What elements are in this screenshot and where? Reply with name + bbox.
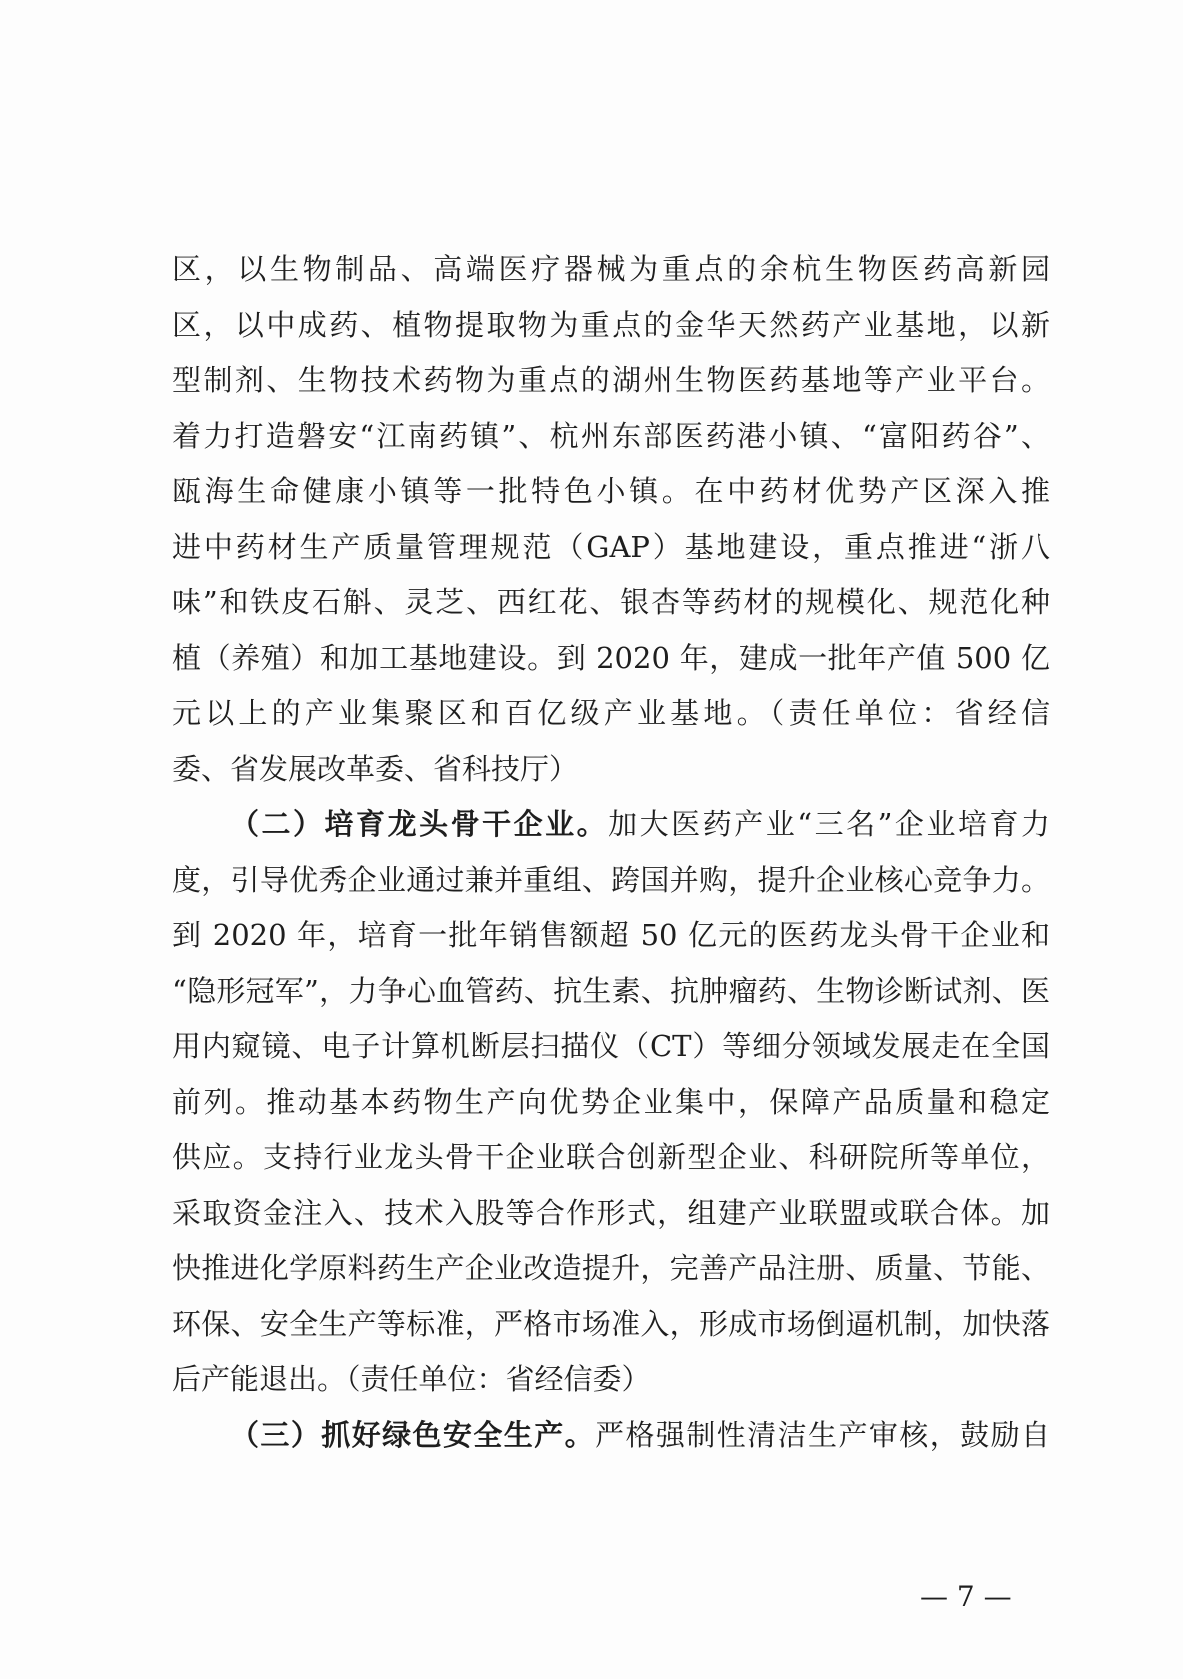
paragraph-3 [172, 1408, 1050, 1464]
text-line: 进中药材生产质量管理规范（GAP）基地建设，重点推进“浙八 [172, 529, 1050, 564]
text-line: 采取资金注入、技术入股等合作形式，组建产业联盟或联合体。加 [172, 1195, 1050, 1230]
text-segment: 严格强制性清洁生产审核，鼓励自 [595, 1417, 1050, 1452]
text-line: 瓯海生命健康小镇等一批特色小镇。在中药材优势产区深入推 [172, 474, 1050, 508]
text-line: 着力打造磐安“江南药镇”、杭州东部医药港小镇、“富阳药谷”、 [172, 418, 1050, 453]
text-line: 前列。推动基本药物生产向优势企业集中，保障产品质量和稳定 [172, 1084, 1050, 1119]
text-line: 味”和铁皮石斛、灵芝、西红花、银杏等药材的规模化、规范化种 [172, 585, 1050, 619]
text-line: 区，以生物制品、高端医疗器械为重点的余杭生物医药高新园 [172, 252, 1050, 286]
body-text [172, 242, 1050, 1463]
section-heading: （二）培育龙头骨干企业。 [230, 807, 609, 841]
text-line: 委、省发展改革委、省科技厅） [172, 751, 579, 786]
text-line: 型制剂、生物技术药物为重点的湖州生物医药基地等产业平台。 [172, 363, 1050, 397]
paragraph-1 [172, 242, 1050, 797]
section-heading: （三）抓好绿色安全生产。 [230, 1417, 596, 1452]
text-line: 后产能退出。（责任单位：省经信委） [172, 1362, 651, 1396]
text-line: 到 2020 年，培育一批年销售额超 50 亿元的医药龙头骨干企业和 [172, 918, 1050, 952]
text-line: 用内窥镜、电子计算机断层扫描仪（CT）等细分领域发展走在全国 [172, 1029, 1050, 1063]
text-line: 度，引导优秀企业通过兼并重组、跨国并购，提升企业核心竞争力。 [172, 862, 1050, 897]
text-line: 元以上的产业集聚区和百亿级产业基地。（责任单位：省经信 [172, 696, 1050, 730]
page-number: — 7 — [920, 1580, 1012, 1613]
text-line: 区，以中成药、植物提取物为重点的金华天然药产业基地，以新 [172, 307, 1050, 342]
text-line: 植（养殖）和加工基地建设。到 2020 年，建成一批年产值 500 亿 [172, 640, 1050, 675]
text-segment: 加大医药产业“三名”企业培育力 [608, 807, 1050, 841]
text-line: “隐形冠军”，力争心血管药、抗生素、抗肿瘤药、生物诊断试剂、医 [172, 973, 1050, 1008]
text-line: 快推进化学原料药生产企业改造提升，完善产品注册、质量、节能、 [172, 1251, 1050, 1285]
text-line [172, 797, 1050, 853]
text-line [172, 1408, 1050, 1464]
paragraph-2 [172, 797, 1050, 1408]
text-line: 环保、安全生产等标准，严格市场准入，形成市场倒逼机制，加快落 [172, 1306, 1050, 1341]
text-line: 供应。支持行业龙头骨干企业联合创新型企业、科研院所等单位， [172, 1140, 1050, 1174]
